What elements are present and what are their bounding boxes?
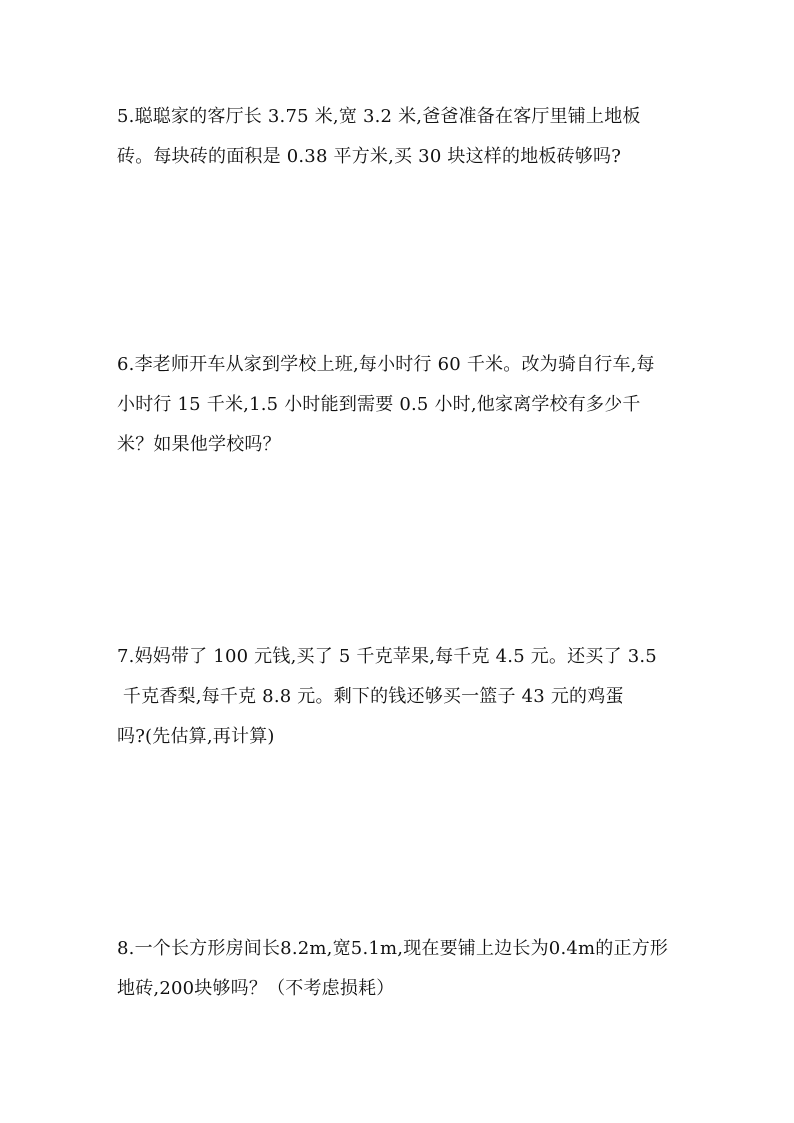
- question-8-line-1: 8.一个长方形房间长8.2m,宽5.1m,现在要铺上边长为0.4m的正方形: [117, 938, 669, 959]
- question-5-line-1: 5.聪聪家的客厅长 3.75 米,宽 3.2 米,爸爸准备在客厅里铺上地板: [117, 106, 641, 127]
- question-5-line-2: 砖。每块砖的面积是 0.38 平方米,买 30 块这样的地板砖够吗?: [117, 146, 622, 167]
- question-7-line-1: 7.妈妈带了 100 元钱,买了 5 千克苹果,每千克 4.5 元。还买了 3.5: [117, 646, 657, 667]
- question-5: [117, 97, 697, 177]
- question-8-line-2: 地砖,200块够吗？（不考虑损耗）: [117, 978, 395, 999]
- question-7: [117, 637, 697, 757]
- question-7-line-3: 吗?(先估算,再计算): [117, 726, 275, 747]
- question-8: [117, 929, 697, 1009]
- question-6-line-2: 小时行 15 千米,1.5 小时能到需要 0.5 小时,他家离学校有多少千: [117, 394, 641, 415]
- question-7-line-2: 千克香梨,每千克 8.8 元。剩下的钱还够买一篮子 43 元的鸡蛋: [117, 686, 624, 707]
- question-6-line-3: 米？如果他学校吗？: [117, 434, 281, 455]
- question-6-line-1: 6.李老师开车从家到学校上班,每小时行 60 千米。改为骑自行车,每: [117, 354, 655, 375]
- question-6: [117, 345, 697, 465]
